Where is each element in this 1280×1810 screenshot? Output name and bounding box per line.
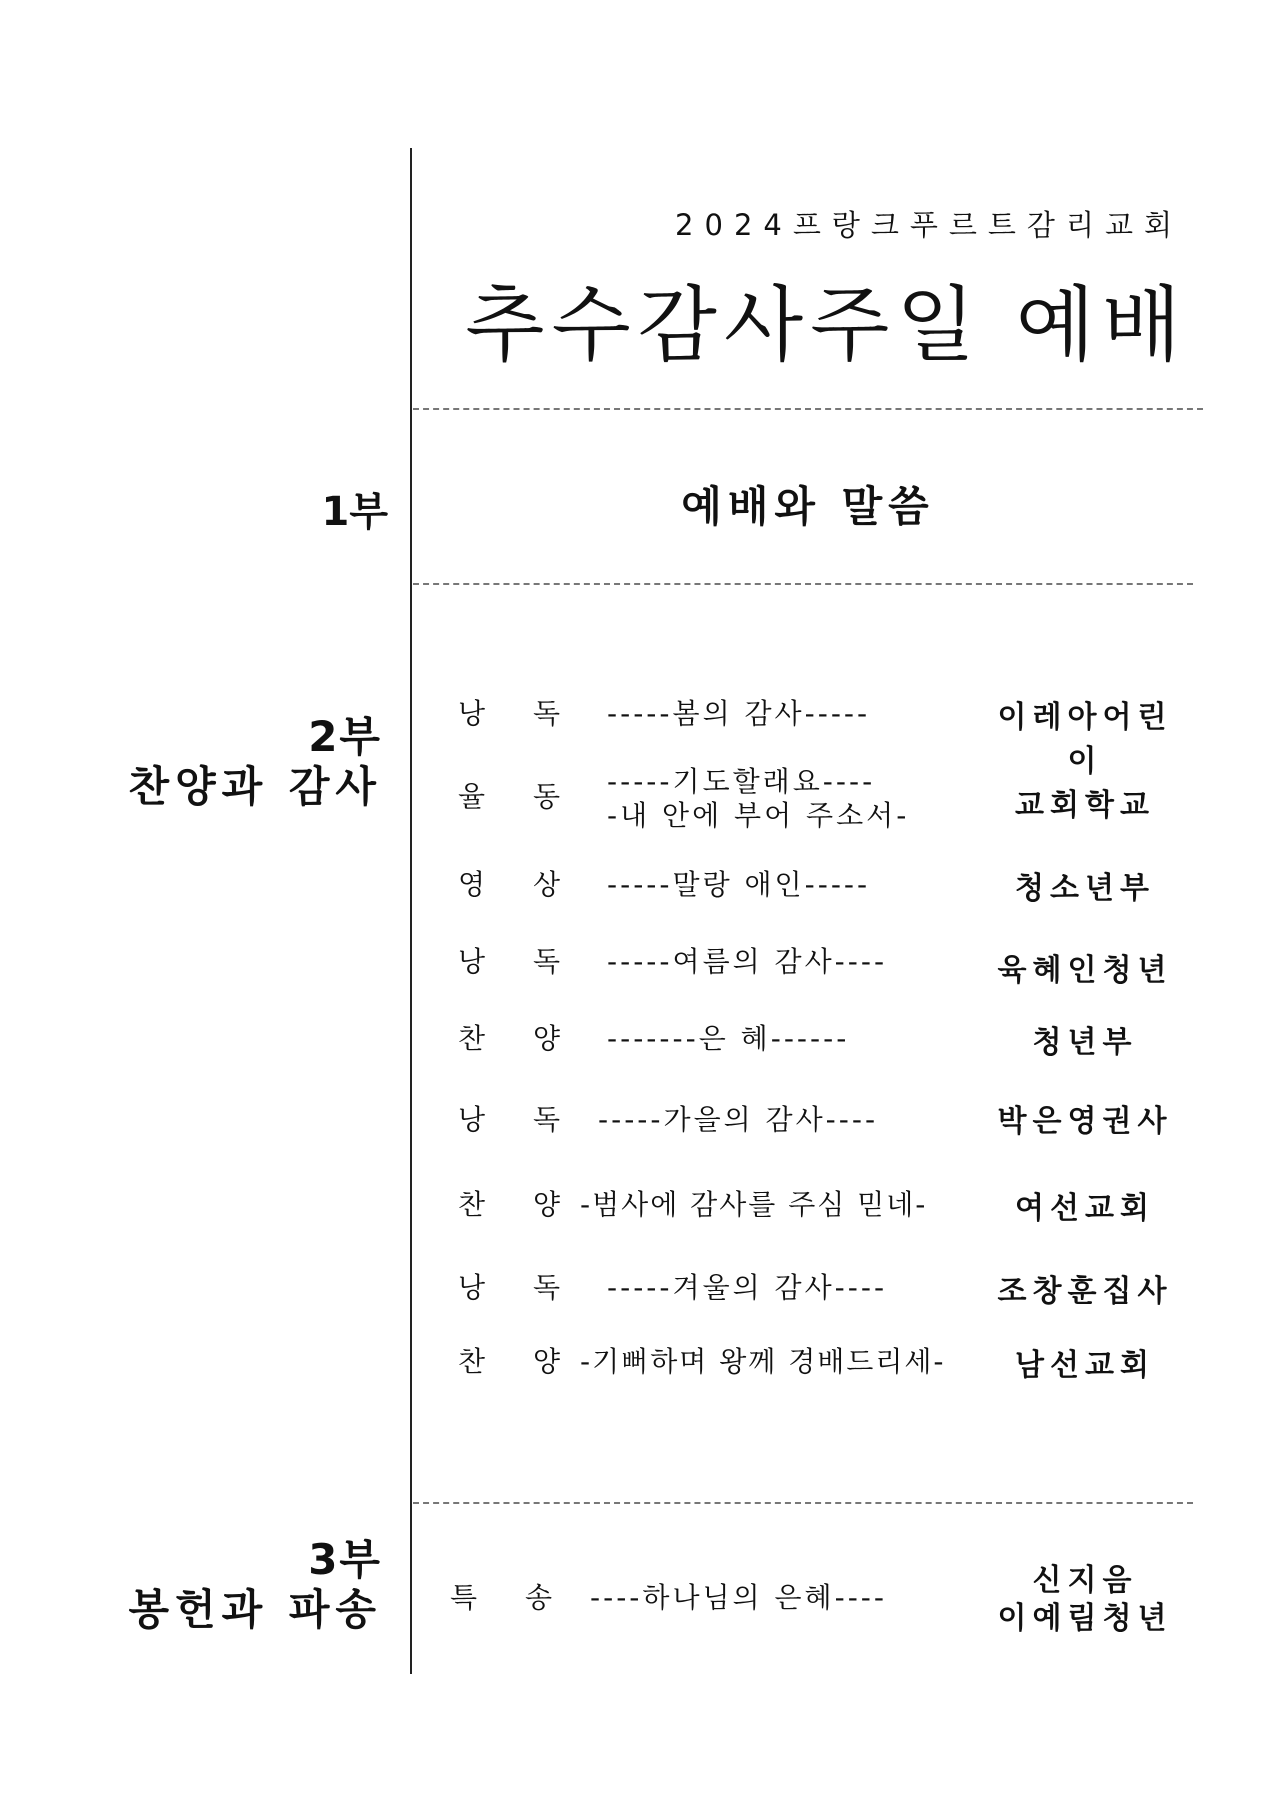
program-title-line2: -내 안에 부어 주소서- <box>607 799 910 832</box>
program-role: 율동 <box>458 780 609 813</box>
program-title: -범사에 감사를 주심 믿네- <box>580 1188 928 1221</box>
dashed-divider <box>413 408 1203 410</box>
program-title: -기뻐하며 왕께 경배드리세- <box>580 1345 946 1378</box>
section-label-part3 <box>0 1535 382 1635</box>
program-title: -----겨울의 감사---- <box>607 1271 888 1304</box>
vertical-divider <box>410 148 412 1674</box>
program-performer: 조창훈집사 <box>997 1274 1173 1309</box>
church-name: 2024프랑크푸르트감리교회 <box>675 208 1183 242</box>
program-title: ----하나님의 은혜---- <box>590 1581 888 1614</box>
dashed-divider <box>413 1502 1193 1504</box>
program-performer: 이레아어린이 <box>997 700 1173 779</box>
program-title: -------은 혜------ <box>607 1022 850 1055</box>
section-number: 3부 <box>308 1535 382 1584</box>
section-heading-part1: 예배와 말씀 <box>681 482 935 531</box>
program-performer: 박은영권사 <box>997 1104 1173 1139</box>
program-role: 영상 <box>458 868 609 901</box>
program-performer: 교회학교 <box>1015 788 1155 823</box>
program-performer: 신지음 <box>1032 1563 1138 1598</box>
section-title: 찬양과 감사 <box>128 762 382 811</box>
program-role: 특송 <box>450 1581 601 1614</box>
program-role: 찬양 <box>458 1188 609 1221</box>
program-performer-line2: 이예림청년 <box>997 1601 1173 1636</box>
program-role: 찬양 <box>458 1022 609 1055</box>
program-role: 낭독 <box>458 1103 609 1136</box>
program-title: -----여름의 감사---- <box>607 945 888 978</box>
program-title: -----가을의 감사---- <box>598 1103 879 1136</box>
program-performer: 청소년부 <box>1015 871 1155 906</box>
section-number: 2부 <box>308 712 382 761</box>
program-performer: 청년부 <box>1032 1025 1138 1060</box>
section-label-part1: 1부 <box>321 489 388 535</box>
program-role: 낭독 <box>458 697 609 730</box>
program-performer: 여선교회 <box>1015 1191 1155 1226</box>
program-title: -----말랑 애인----- <box>607 868 871 901</box>
program-performer: 남선교회 <box>1015 1348 1155 1383</box>
program-title: -----기도할래요---- <box>607 765 876 798</box>
program-role: 낭독 <box>458 1271 609 1304</box>
section-title: 봉헌과 파송 <box>128 1585 382 1634</box>
program-role: 낭독 <box>458 945 609 978</box>
program-role: 찬양 <box>458 1345 609 1378</box>
program-performer: 육혜인청년 <box>997 953 1173 988</box>
page-title: 추수감사주일 예배 <box>465 278 1188 373</box>
dashed-divider <box>413 583 1193 585</box>
program-title: -----봄의 감사----- <box>607 697 871 730</box>
section-label-part2 <box>0 712 382 812</box>
